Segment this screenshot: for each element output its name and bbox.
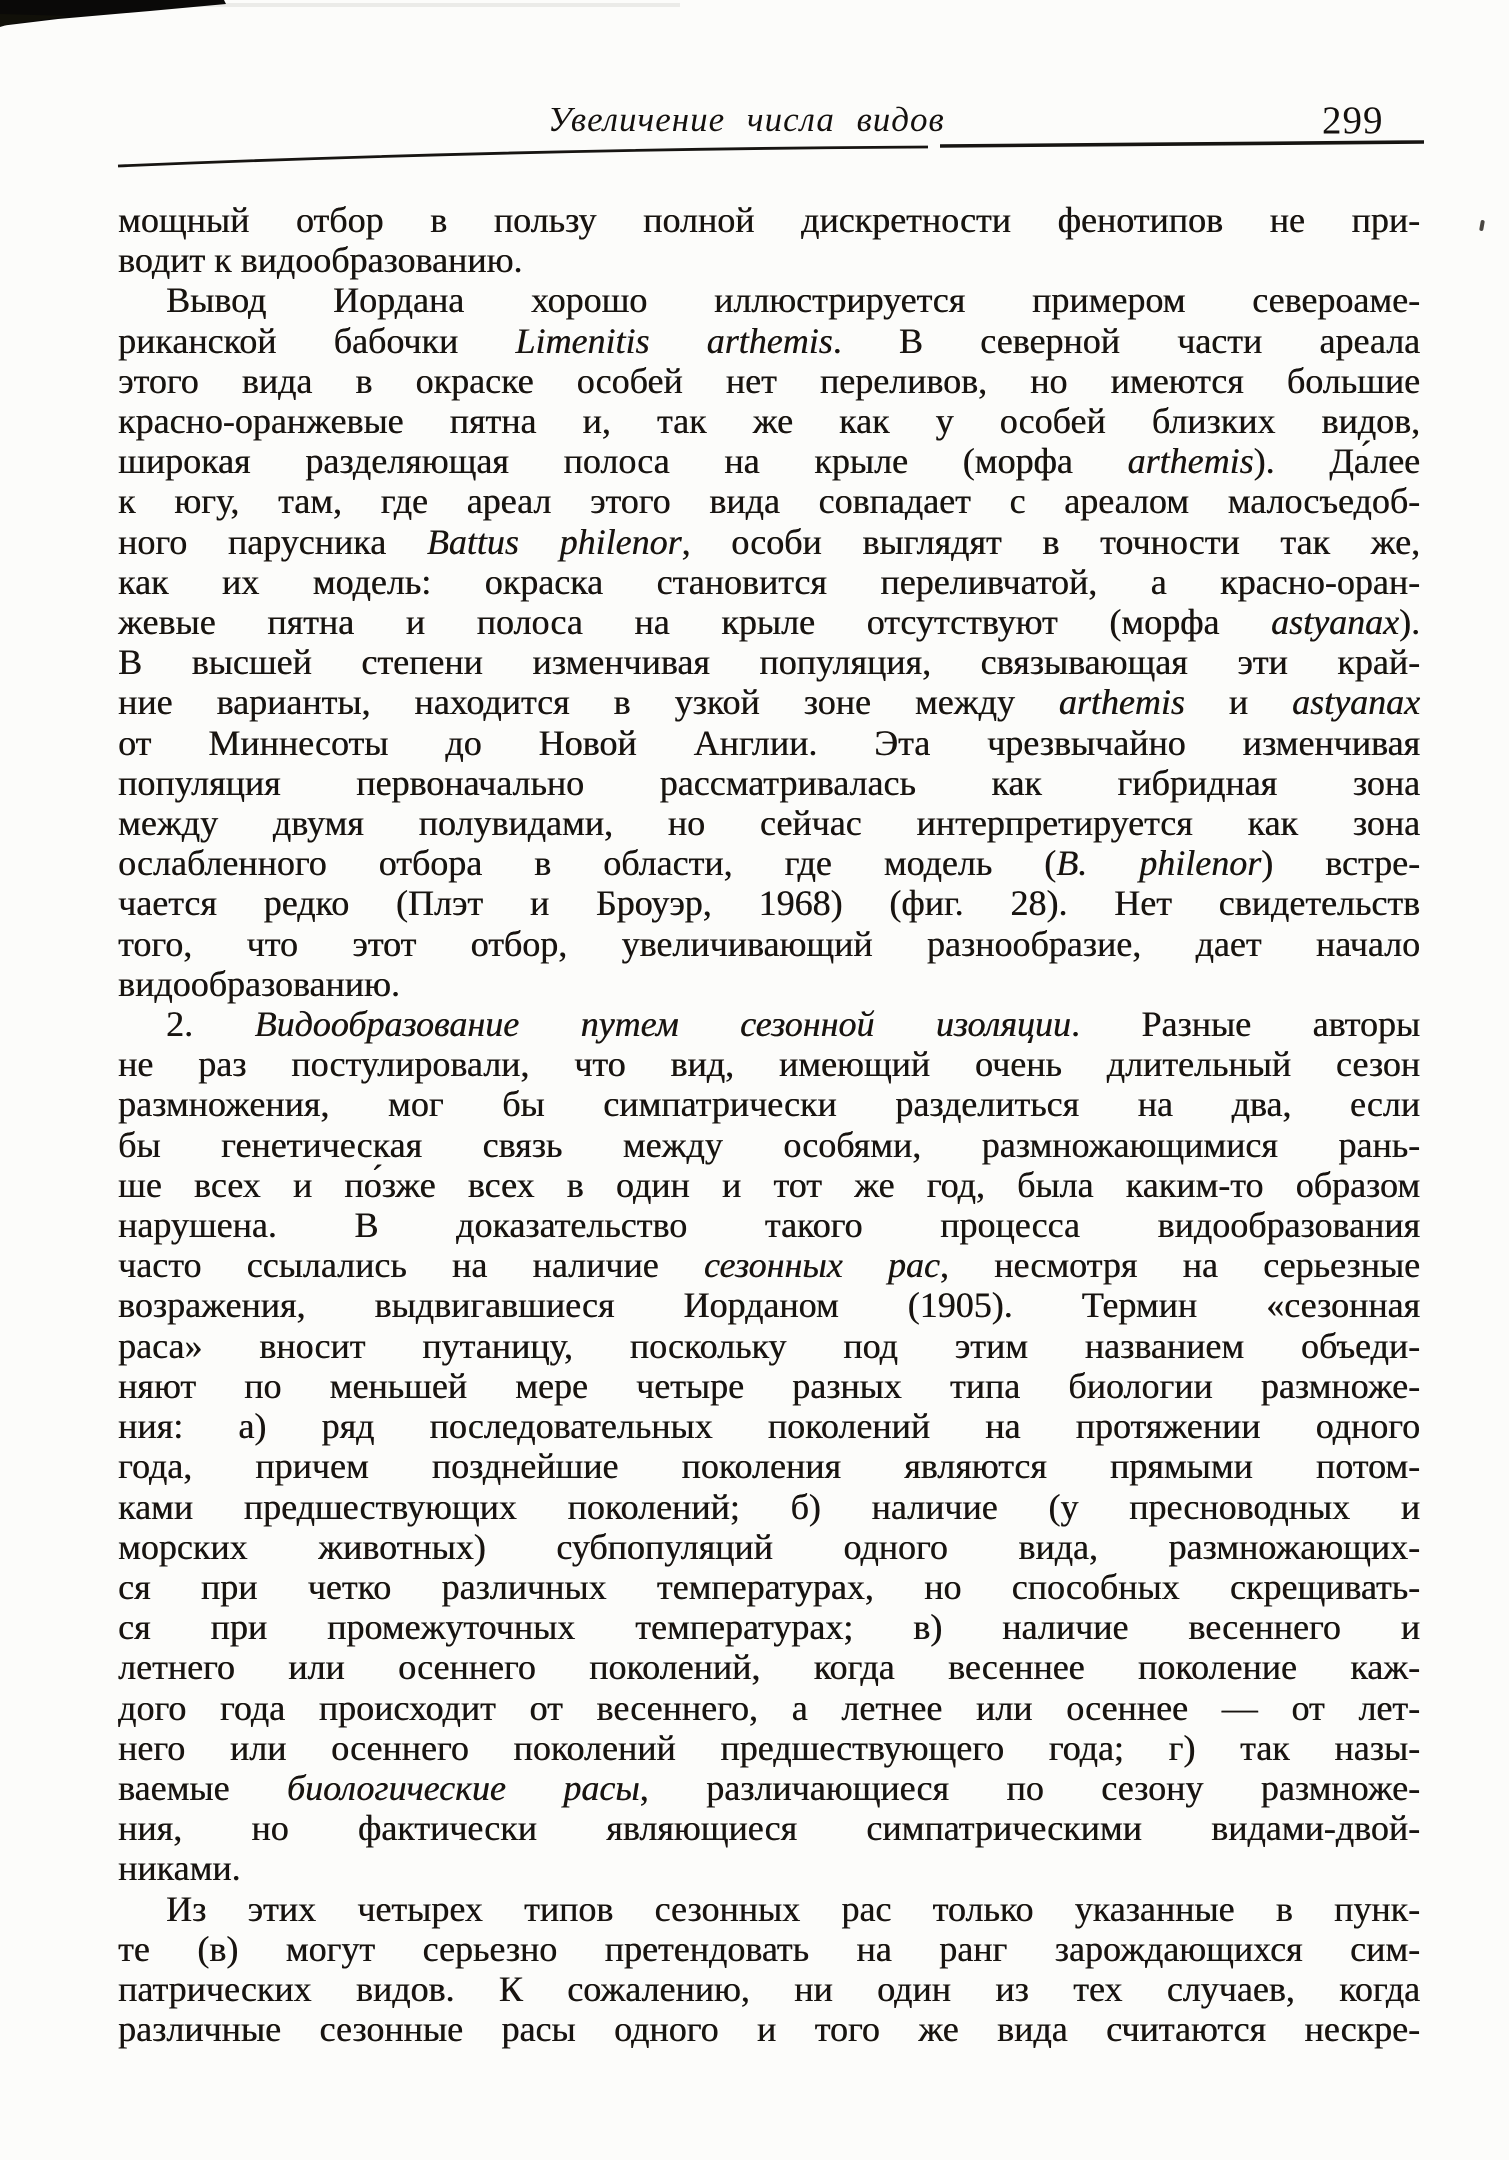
text-segment: ся при четко различных температурах, но способных скрещивать-: [118, 1566, 1420, 1607]
text-segment: различные сезонные расы одного и того же вида считаются нескре-: [118, 2009, 1420, 2050]
text-segment: . В северной части ареала: [832, 320, 1421, 361]
text-line: [118, 522, 1420, 562]
text-segment: бы генетическая связь между особями, размножающимися рань-: [118, 1124, 1420, 1165]
text-line: [118, 1647, 1420, 1687]
text-segment: патрических видов. К сожалению, ни один из тех случаев, когда: [118, 1968, 1420, 2009]
text-segment: 2.: [166, 1004, 255, 1045]
text-line: [118, 723, 1420, 763]
text-segment: Из этих четырех типов сезонных рас только указанные в пунк-: [166, 1888, 1420, 1929]
text-line: [118, 401, 1420, 441]
text-line: [118, 1084, 1420, 1124]
text-segment: и: [1184, 682, 1293, 723]
text-line: [118, 1446, 1420, 1486]
text-line: [118, 2009, 1420, 2049]
text-segment: часто ссылались на наличие: [118, 1245, 704, 1286]
text-line: [118, 200, 1420, 240]
text-line: [118, 562, 1420, 602]
italic-text-segment: Видообразование путем сезонной изоляции: [254, 1004, 1071, 1045]
text-segment: ) встре-: [1261, 843, 1420, 884]
text-line: [118, 280, 1420, 320]
text-line: [118, 321, 1420, 361]
text-segment: чается редко (Плэт и Броуэр, 1968) (фиг. 28). Нет свидетельств: [118, 883, 1420, 924]
text-segment: популяция первоначально рассматривалась как гибридная зона: [118, 762, 1420, 803]
text-segment: ся при промежуточных температурах; в) наличие весеннего и: [118, 1607, 1420, 1648]
text-line: [118, 481, 1420, 521]
text-line: [118, 803, 1420, 843]
text-line: [118, 240, 1420, 280]
italic-text-segment: arthemis: [1127, 441, 1254, 482]
text-segment: те (в) могут серьезно претендовать на ранг зарождающихся сим-: [118, 1928, 1420, 1969]
text-segment: . Разные авторы: [1070, 1004, 1421, 1045]
text-line: [118, 1406, 1420, 1446]
text-line: [118, 1285, 1420, 1325]
text-line: [118, 1245, 1420, 1285]
text-segment: ние варианты, находится в узкой зоне между: [118, 682, 1059, 723]
text-segment: ). Да́лее: [1253, 441, 1420, 482]
text-line: [118, 1969, 1420, 2009]
italic-text-segment: B. philenor: [1056, 843, 1262, 884]
text-line: [118, 642, 1420, 682]
text-segment: няют по меньшей мере четыре разных типа биологии размноже-: [118, 1365, 1420, 1406]
text-segment: , различающиеся по сезону размноже-: [639, 1767, 1420, 1808]
text-segment: летнего или осеннего поколений, когда весеннее поколение каж-: [118, 1647, 1420, 1688]
text-segment: ками предшествующих поколений; б) наличие (у пресноводных и: [118, 1486, 1420, 1527]
text-line: [118, 682, 1420, 722]
text-line: [118, 1527, 1420, 1567]
text-segment: никами.: [118, 1848, 241, 1889]
text-line: [118, 843, 1420, 883]
text-segment: года, причем позднейшие поколения являются прямыми потом-: [118, 1446, 1420, 1487]
text-segment: морских животных) субпопуляций одного вида, размножающих-: [118, 1526, 1420, 1567]
text-segment: видообразованию.: [118, 963, 400, 1004]
text-segment: риканской бабочки: [118, 320, 516, 361]
text-line: [118, 1125, 1420, 1165]
text-line: [118, 1848, 1420, 1888]
text-line: [118, 1728, 1420, 1768]
text-line: [118, 1044, 1420, 1084]
text-line: [118, 441, 1420, 481]
text-segment: как их модель: окраска становится переливчатой, а красно-оран-: [118, 561, 1420, 602]
text-segment: возражения, выдвигавшиеся Иорданом (1905). Термин «сезонная: [118, 1285, 1420, 1326]
italic-text-segment: сезонных рас: [703, 1245, 940, 1286]
text-segment: красно-оранжевые пятна и, так же как у особей близких видов,: [118, 401, 1420, 442]
text-segment: ного парусника: [118, 521, 427, 562]
text-line: [118, 602, 1420, 642]
text-line: [118, 1487, 1420, 1527]
text-segment: ния, но фактически являющиеся симпатрическими видами-двой-: [118, 1808, 1420, 1849]
text-segment: него или осеннего поколений предшествующего года; г) так назы-: [118, 1727, 1420, 1768]
italic-text-segment: Limenitis arthemis: [515, 320, 833, 361]
text-line: [118, 1929, 1420, 1969]
text-segment: ослабленного отбора в области, где модель (: [118, 843, 1057, 884]
text-segment: , особи выглядят в точности так же,: [681, 521, 1421, 562]
text-segment: того, что этот отбор, увеличивающий разнообразие, дает начало: [118, 923, 1420, 964]
text-segment: размножения, мог бы симпатрически разделиться на два, если: [118, 1084, 1420, 1125]
italic-text-segment: astyanax: [1292, 682, 1420, 723]
text-line: [118, 1165, 1420, 1205]
page-number: 299: [1322, 99, 1384, 142]
running-title: Увеличение числа видов: [548, 100, 945, 139]
text-segment: , несмотря на серьезные: [939, 1245, 1420, 1286]
text-segment: Вывод Иордана хорошо иллюстрируется примером североаме-: [166, 280, 1420, 321]
text-segment: раса» вносит путаницу, поскольку под этим названием объеди-: [118, 1325, 1420, 1366]
text-line: [118, 1205, 1420, 1245]
text-line: [118, 883, 1420, 923]
text-line: [118, 1567, 1420, 1607]
text-segment: водит к видообразованию.: [118, 240, 523, 281]
text-segment: к югу, там, где ареал этого вида совпадает с ареалом малосъедоб-: [118, 481, 1420, 522]
italic-text-segment: биологические расы: [286, 1767, 640, 1808]
text-line: [118, 1366, 1420, 1406]
italic-text-segment: arthemis: [1058, 682, 1185, 723]
page-text: [118, 200, 1420, 2049]
text-segment: этого вида в окраске особей нет переливов, но имеются большие: [118, 360, 1420, 401]
text-segment: дого года происходит от весеннего, а летнее или осеннее — от лет-: [118, 1687, 1420, 1728]
text-segment: между двумя полувидами, но сейчас интерпретируется как зона: [118, 803, 1420, 844]
text-segment: ше всех и по́зже всех в один и тот же год, была каким-то образом: [118, 1164, 1420, 1205]
text-segment: жевые пятна и полоса на крыле отсутствуют (морфа: [118, 602, 1272, 643]
text-line: [118, 1004, 1420, 1044]
text-line: [118, 1607, 1420, 1647]
text-segment: мощный отбор в пользу полной дискретности фенотипов не при-: [118, 200, 1420, 240]
text-segment: ).: [1399, 602, 1420, 643]
text-line: [118, 924, 1420, 964]
text-line: [118, 763, 1420, 803]
text-segment: от Миннесоты до Новой Англии. Эта чрезвычайно изменчивая: [118, 722, 1420, 763]
text-segment: не раз постулировали, что вид, имеющий очень длительный сезон: [118, 1044, 1420, 1085]
header-rule: [0, 0, 1509, 190]
text-line: [118, 1889, 1420, 1929]
text-segment: ния: а) ряд последовательных поколений на протяжении одного: [118, 1406, 1420, 1447]
text-segment: В высшей степени изменчивая популяция, связывающая эти край-: [118, 642, 1420, 683]
italic-text-segment: astyanax: [1271, 602, 1399, 643]
text-line: [118, 1808, 1420, 1848]
text-segment: широкая разделяющая полоса на крыле (морфа: [118, 441, 1128, 482]
text-line: [118, 1326, 1420, 1366]
text-line: [118, 361, 1420, 401]
text-segment: нарушена. В доказательство такого процесса видообразования: [118, 1205, 1420, 1246]
text-line: [118, 1688, 1420, 1728]
text-line: [118, 964, 1420, 1004]
italic-text-segment: Battus philenor: [426, 521, 682, 562]
ink-speck: [1479, 220, 1485, 232]
text-line: [118, 1768, 1420, 1808]
text-segment: ваемые: [118, 1767, 287, 1808]
